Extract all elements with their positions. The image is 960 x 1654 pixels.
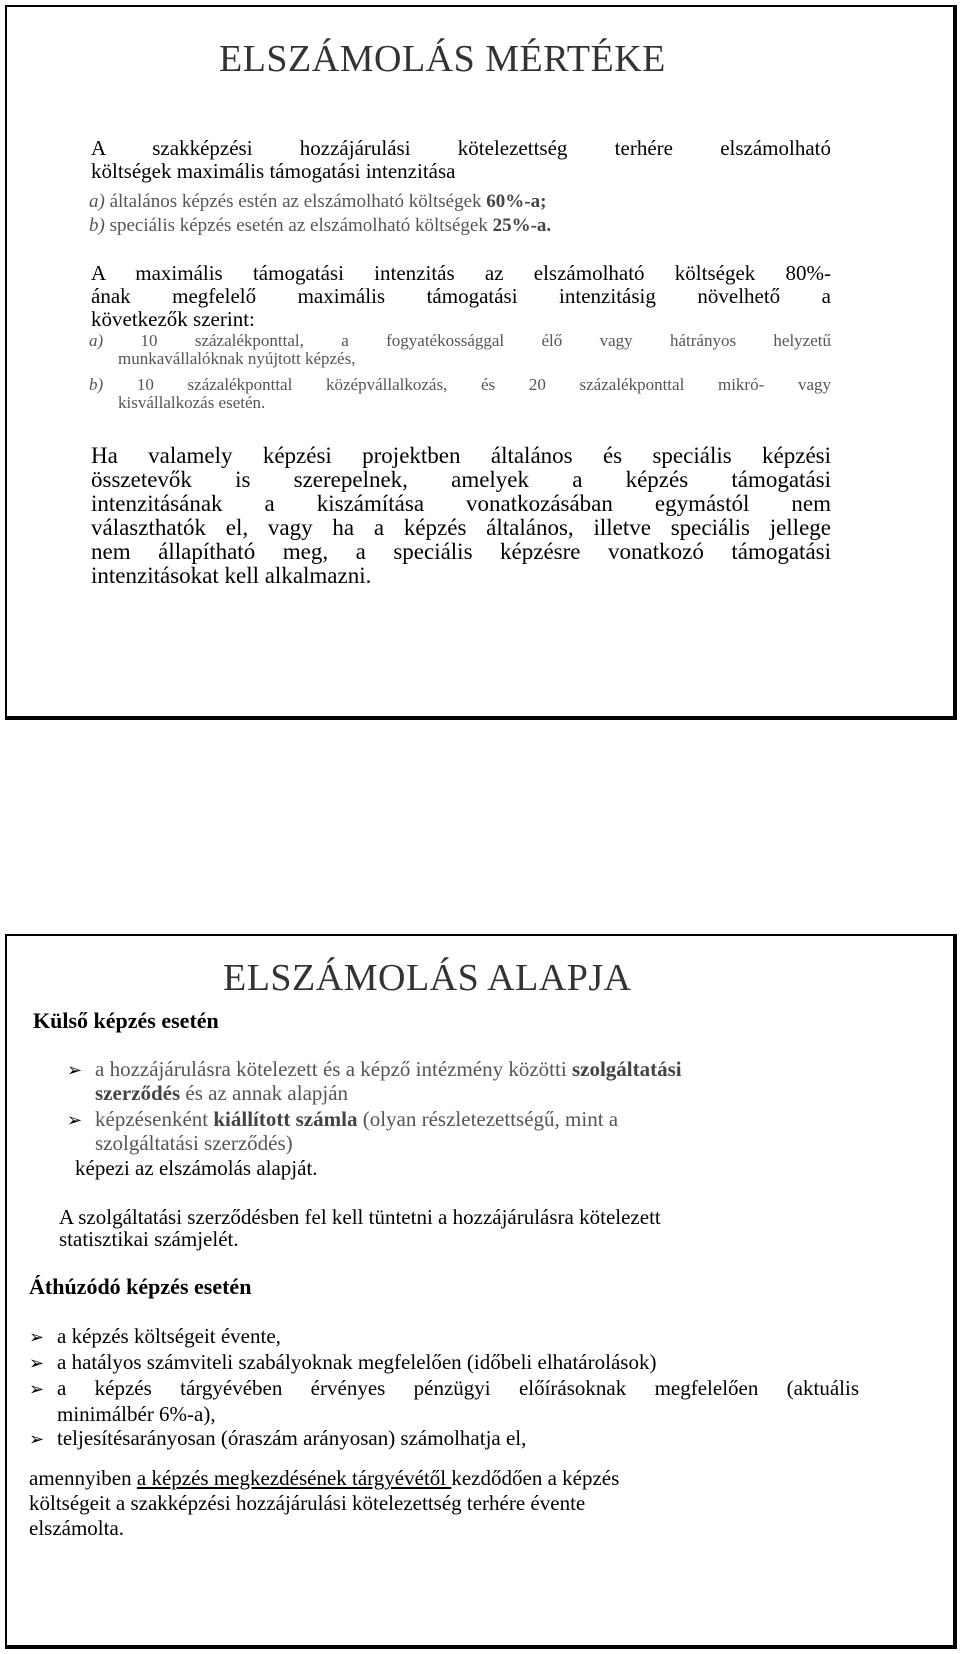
closing-pre: amennyiben (29, 1466, 137, 1490)
closing-line2: költségeit a szakképzési hozzájárulási kötelezettség terhére évente (29, 1491, 586, 1515)
external-training-heading: Külső képzés esetén (33, 1008, 219, 1033)
p2-a-text: 10 százalékponttal, a fogyatékossággal élő vagy hátrányos helyzetű (103, 331, 831, 350)
slide-elszamolas-alapja (5, 934, 957, 1649)
stat-line2: statisztikai számjelét. (59, 1227, 239, 1251)
bullet2-pre: képzésenként (95, 1107, 214, 1131)
intensity-paragraph (91, 137, 831, 183)
p1-b-value: 25%-a. (492, 215, 552, 236)
carryover-training-heading: Áthúzódó képzés esetén (29, 1274, 252, 1299)
p1-a-value: 60%-a; (486, 191, 547, 212)
slide1-title: ELSZÁMOLÁS MÉRTÉKE (219, 38, 666, 80)
s2-bullet (29, 1376, 859, 1402)
s2-bullet (29, 1350, 859, 1376)
p1-line1: A szakképzési hozzájárulási kötelezettség terhére elszámolható (91, 136, 831, 160)
bullet1-pre: a hozzájárulásra kötelezett és a képző intézmény közötti (95, 1057, 572, 1081)
p3-line: intenzitásának a kiszámítása vonatkozásában egymástól nem (91, 491, 831, 516)
slide2-title: ELSZÁMOLÁS ALAPJA (223, 957, 632, 999)
arrow-bullet-icon: ➢ (29, 1429, 45, 1450)
s2-bullet (29, 1426, 859, 1452)
p2-line2: ának megfelelő maximális támogatási intenzitásig növelhető a (91, 284, 831, 308)
carryover-training-bullets (29, 1324, 859, 1452)
s2-bullet2-text: a hatályos számviteli szabályoknak megfelelően (időbeli elhatárolások) (57, 1350, 657, 1374)
stat-line1: A szolgáltatási szerződésben fel kell tüntetni a hozzájárulásra kötelezett (59, 1205, 661, 1229)
increase-list (89, 332, 831, 412)
intensity-list (89, 190, 829, 238)
p2-line3: következők szerint: (91, 307, 255, 331)
p2-item-a-line1 (89, 332, 831, 350)
s2-bullet (29, 1324, 859, 1350)
p3-line: Ha valamely képzési projektben általános és speciális képzési (91, 443, 831, 468)
p2-a-prefix: a) (89, 331, 104, 350)
bullet2-line2: szolgáltatási szerződés) (95, 1131, 293, 1155)
p3-last-line: intenzitásokat kell alkalmazni. (91, 563, 372, 588)
bullet1-line2 (67, 1082, 847, 1105)
arrow-bullet-icon: ➢ (67, 1110, 83, 1131)
arrow-bullet-icon: ➢ (67, 1060, 83, 1081)
closing-paragraph (29, 1466, 619, 1541)
combined-training-paragraph (91, 444, 831, 588)
bullet-service-contract (67, 1058, 847, 1082)
increase-paragraph (91, 262, 831, 331)
p1-b-prefix: b) (89, 215, 105, 236)
external-training-bullets (67, 1058, 847, 1155)
closing-line3: elszámolta. (29, 1516, 125, 1540)
bullet1-bold1: szolgáltatási (571, 1057, 682, 1081)
p2-line1: A maximális támogatási intenzitás az elszámolható költségek 80%- (91, 261, 831, 285)
arrow-bullet-icon: ➢ (29, 1353, 45, 1374)
s2-bullet3-line2: minimálbér 6%-a), (57, 1402, 216, 1426)
closing-underline: a képzés megkezdésének tárgyévétől (136, 1466, 452, 1490)
statistics-paragraph (59, 1206, 661, 1250)
s2-bullet1-text: a képzés költségeit évente, (57, 1324, 281, 1348)
p2-item-b-line2: kisvállalkozás esetén. (118, 393, 266, 412)
p1-item-a (89, 190, 829, 214)
p1-b-text: speciális képzés esetén az elszámolható költségek (104, 215, 493, 236)
basis-text: képezi az elszámolás alapját. (75, 1156, 318, 1180)
arrow-bullet-icon: ➢ (29, 1327, 45, 1348)
bullet2-post: (olyan részletezettségű, mint a (357, 1107, 619, 1131)
p2-item-b-line1 (89, 376, 831, 394)
bullet1-post: és az annak alapján (180, 1081, 349, 1105)
p3-line: választhatók el, vagy ha a képzés általános, illetve speciális jellege (91, 515, 831, 540)
closing-line1 (29, 1466, 619, 1491)
arrow-bullet-icon: ➢ (29, 1379, 45, 1400)
p2-b-text: 10 százalékponttal középvállalkozás, és 20 százalékponttal mikró- vagy (103, 375, 831, 394)
bullet2-bold: kiállított számla (213, 1107, 358, 1131)
p3-line: nem állapítható meg, a speciális képzésre vonatkozó támogatási (91, 539, 831, 564)
closing-post: kezdődően a képzés (451, 1466, 620, 1490)
p1-a-prefix: a) (89, 191, 105, 212)
s2-bullet3-text: a képzés tárgyévében érvényes pénzügyi előírásoknak megfelelően (aktuális (57, 1376, 859, 1400)
p1-a-text: általános képzés estén az elszámolható költségek (104, 191, 487, 212)
p1-item-b (89, 214, 829, 238)
slide-elszamolas-merteke (5, 5, 957, 720)
bullet1-bold2: szerződés (95, 1081, 181, 1105)
s2-bullet4-text: teljesítésarányosan (óraszám arányosan) számolhatja el, (57, 1426, 527, 1450)
p1-line2: költségek maximális támogatási intenzitása (91, 159, 456, 183)
p3-line: összetevők is szerepelnek, amelyek a képzés támogatási (91, 467, 831, 492)
bullet-invoice (67, 1108, 847, 1132)
p2-b-prefix: b) (89, 375, 104, 394)
p2-item-a-line2: munkavállalóknak nyújtott képzés, (118, 349, 356, 368)
